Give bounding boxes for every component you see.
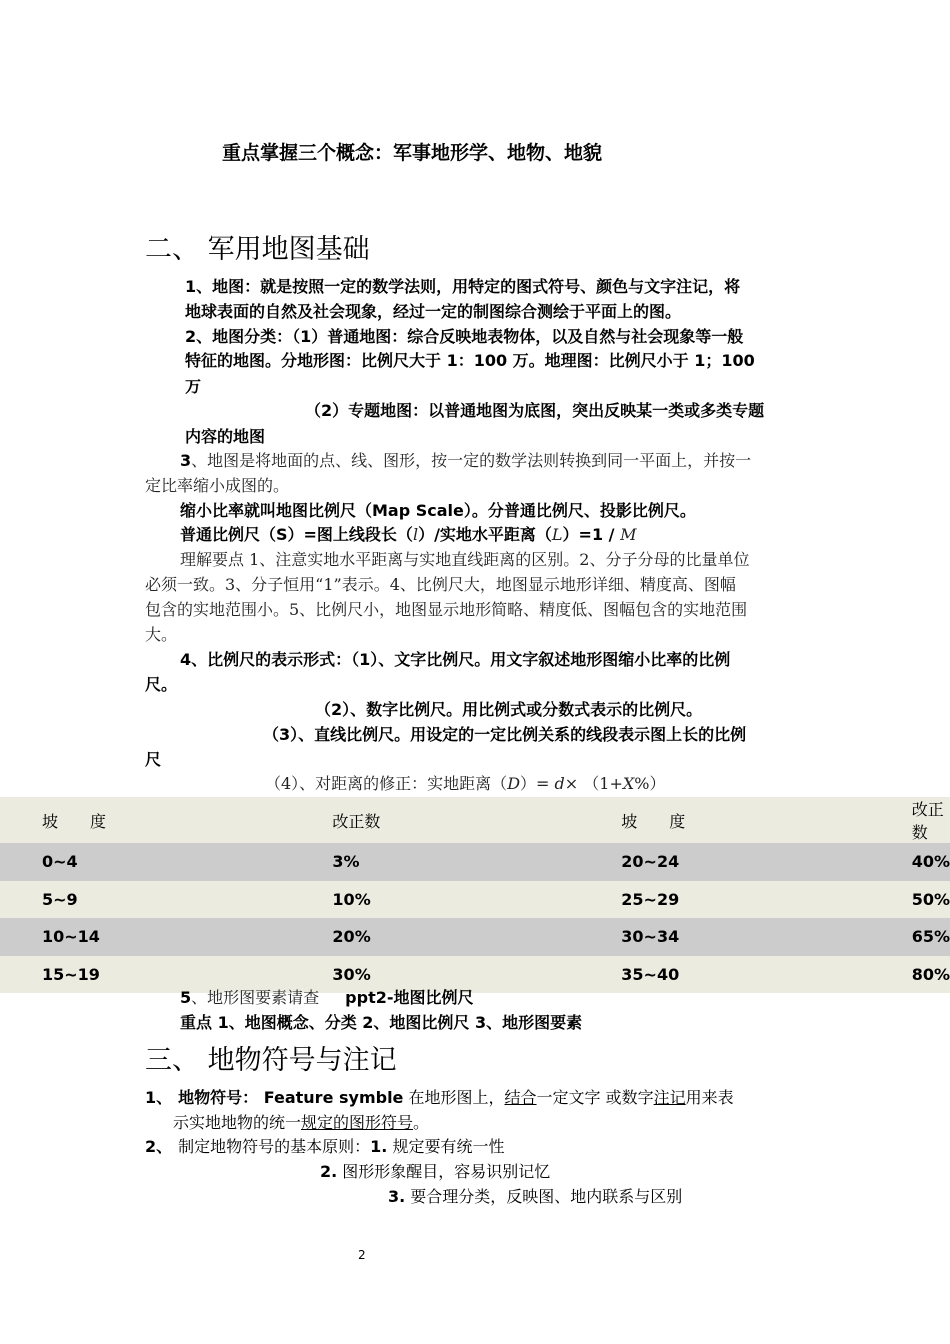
table-cell: 35~40 [579, 956, 869, 994]
s3-item2-line-b: 2. 图形形象醒目，容易识别记忆 [320, 1162, 551, 1181]
table-header-row [0, 797, 950, 843]
table-cell: 10% [290, 881, 579, 919]
table-cell: 80% [870, 956, 950, 994]
section-2-heading: 二、 军用地图基础 [145, 234, 370, 265]
key-concepts-line: 重点掌握三个概念：军事地形学、地物、地貌 [222, 142, 603, 164]
p1-line-a: 1、地图：就是按照一定的数学法则，用特定的图式符号、颜色与文字注记，将 [185, 277, 741, 296]
table-cell: 20% [290, 918, 579, 956]
p5-line: 5、地形图要素请查 ppt2-地图比例尺 [180, 988, 474, 1007]
scale-formula: 普通比例尺（S）=图上线段长（l）/实地水平距离（L）=1 / M [180, 525, 637, 544]
page-number: 2 [358, 1248, 366, 1262]
p3-number: 3 [180, 451, 192, 470]
table-header-cell: 改正数 [290, 797, 579, 843]
p2-line-c: 万 [185, 377, 202, 396]
table-cell: 30~34 [579, 918, 869, 956]
p3-line-a [180, 450, 751, 472]
p2-line-a: 2、地图分类：（1）普通地图：综合反映地表物体，以及自然与社会现象等一般 [185, 327, 744, 346]
p4-line-c: （2）、数字比例尺。用比例式或分数式表示的比例尺。 [315, 700, 703, 719]
table-header-cell: 坡 度 [0, 797, 290, 843]
table-header-cell: 改正数 [870, 797, 950, 843]
s3-item1-line-b: 示实地地物的统一规定的图形符号。 [173, 1113, 430, 1132]
table-row [0, 918, 950, 956]
table-row [0, 881, 950, 919]
note-line-d: 大。 [145, 625, 178, 644]
s3-item2-line-c: 3. 要合理分类，反映图、地内联系与区别 [388, 1187, 683, 1206]
p4-line-a: 4、比例尺的表示形式：（1）、文字比例尺。用文字叙述地形图缩小比率的比例 [180, 650, 731, 669]
p4-line-d: （3）、直线比例尺。用设定的一定比例关系的线段表示图上长的比例 [263, 725, 747, 744]
p3-line-c: 缩小比率就叫地图比例尺（Map Scale）。分普通比例尺、投影比例尺。 [180, 501, 696, 520]
key-points-line: 重点 1、地图概念、分类 2、地图比例尺 3、地形图要素 [180, 1013, 583, 1032]
distance-correction-formula: （4）、对距离的修正：实地距离（D）= d× （1+X%） [265, 774, 666, 793]
p3-line-b: 定比率缩小成图的。 [145, 476, 290, 495]
table-cell: 20~24 [579, 843, 869, 881]
p4-line-e: 尺 [145, 750, 162, 769]
section-3-heading: 三、 地物符号与注记 [145, 1045, 397, 1076]
note-line-c: 包含的实地范围小。5、比例尺小，地图显示地形简略、精度低、图幅包含的实地范围 [145, 600, 748, 619]
s3-item1-line-a: 1、 地物符号： Feature symble 在地形图上，结合一定文字 或数字注记用来表 [145, 1088, 734, 1107]
p4-line-b: 尺。 [145, 675, 178, 694]
table-cell: 10~14 [0, 918, 290, 956]
note-line-a: 理解要点 1、注意实地水平距离与实地直线距离的区别。2、分子分母的比量单位 [180, 550, 750, 569]
table-cell: 0~4 [0, 843, 290, 881]
p2-line-b: 特征的地图。分地形图：比例尺大于 1：100 万。地理图：比例尺小于 1；100 [185, 351, 755, 370]
note-line-b: 必须一致。3、分子恒用“1”表示。4、比例尺大，地图显示地形详细、精度高、图幅 [145, 575, 736, 594]
table-cell: 5~9 [0, 881, 290, 919]
table-row [0, 956, 950, 994]
table-cell: 50% [870, 881, 950, 919]
table-cell: 65% [870, 918, 950, 956]
table-cell: 15~19 [0, 956, 290, 994]
p2-line-d: （2）专题地图：以普通地图为底图，突出反映某一类或多类专题 [305, 401, 765, 420]
table-header-cell: 坡 度 [579, 797, 869, 843]
table-row [0, 843, 950, 881]
table-cell: 25~29 [579, 881, 869, 919]
table-cell: 30% [290, 956, 579, 994]
s3-item2-line-a: 2、 制定地物符号的基本原则：1. 规定要有统一性 [145, 1137, 505, 1156]
p3-text: 、地图是将地面的点、线、图形，按一定的数学法则转换到同一平面上，并按一 [191, 451, 752, 470]
slope-correction-table [0, 797, 950, 993]
table-cell: 40% [870, 843, 950, 881]
table-cell: 3% [290, 843, 579, 881]
p2-line-e: 内容的地图 [185, 427, 266, 446]
p1-line-b: 地球表面的自然及社会现象，经过一定的制图综合测绘于平面上的图。 [185, 302, 682, 321]
